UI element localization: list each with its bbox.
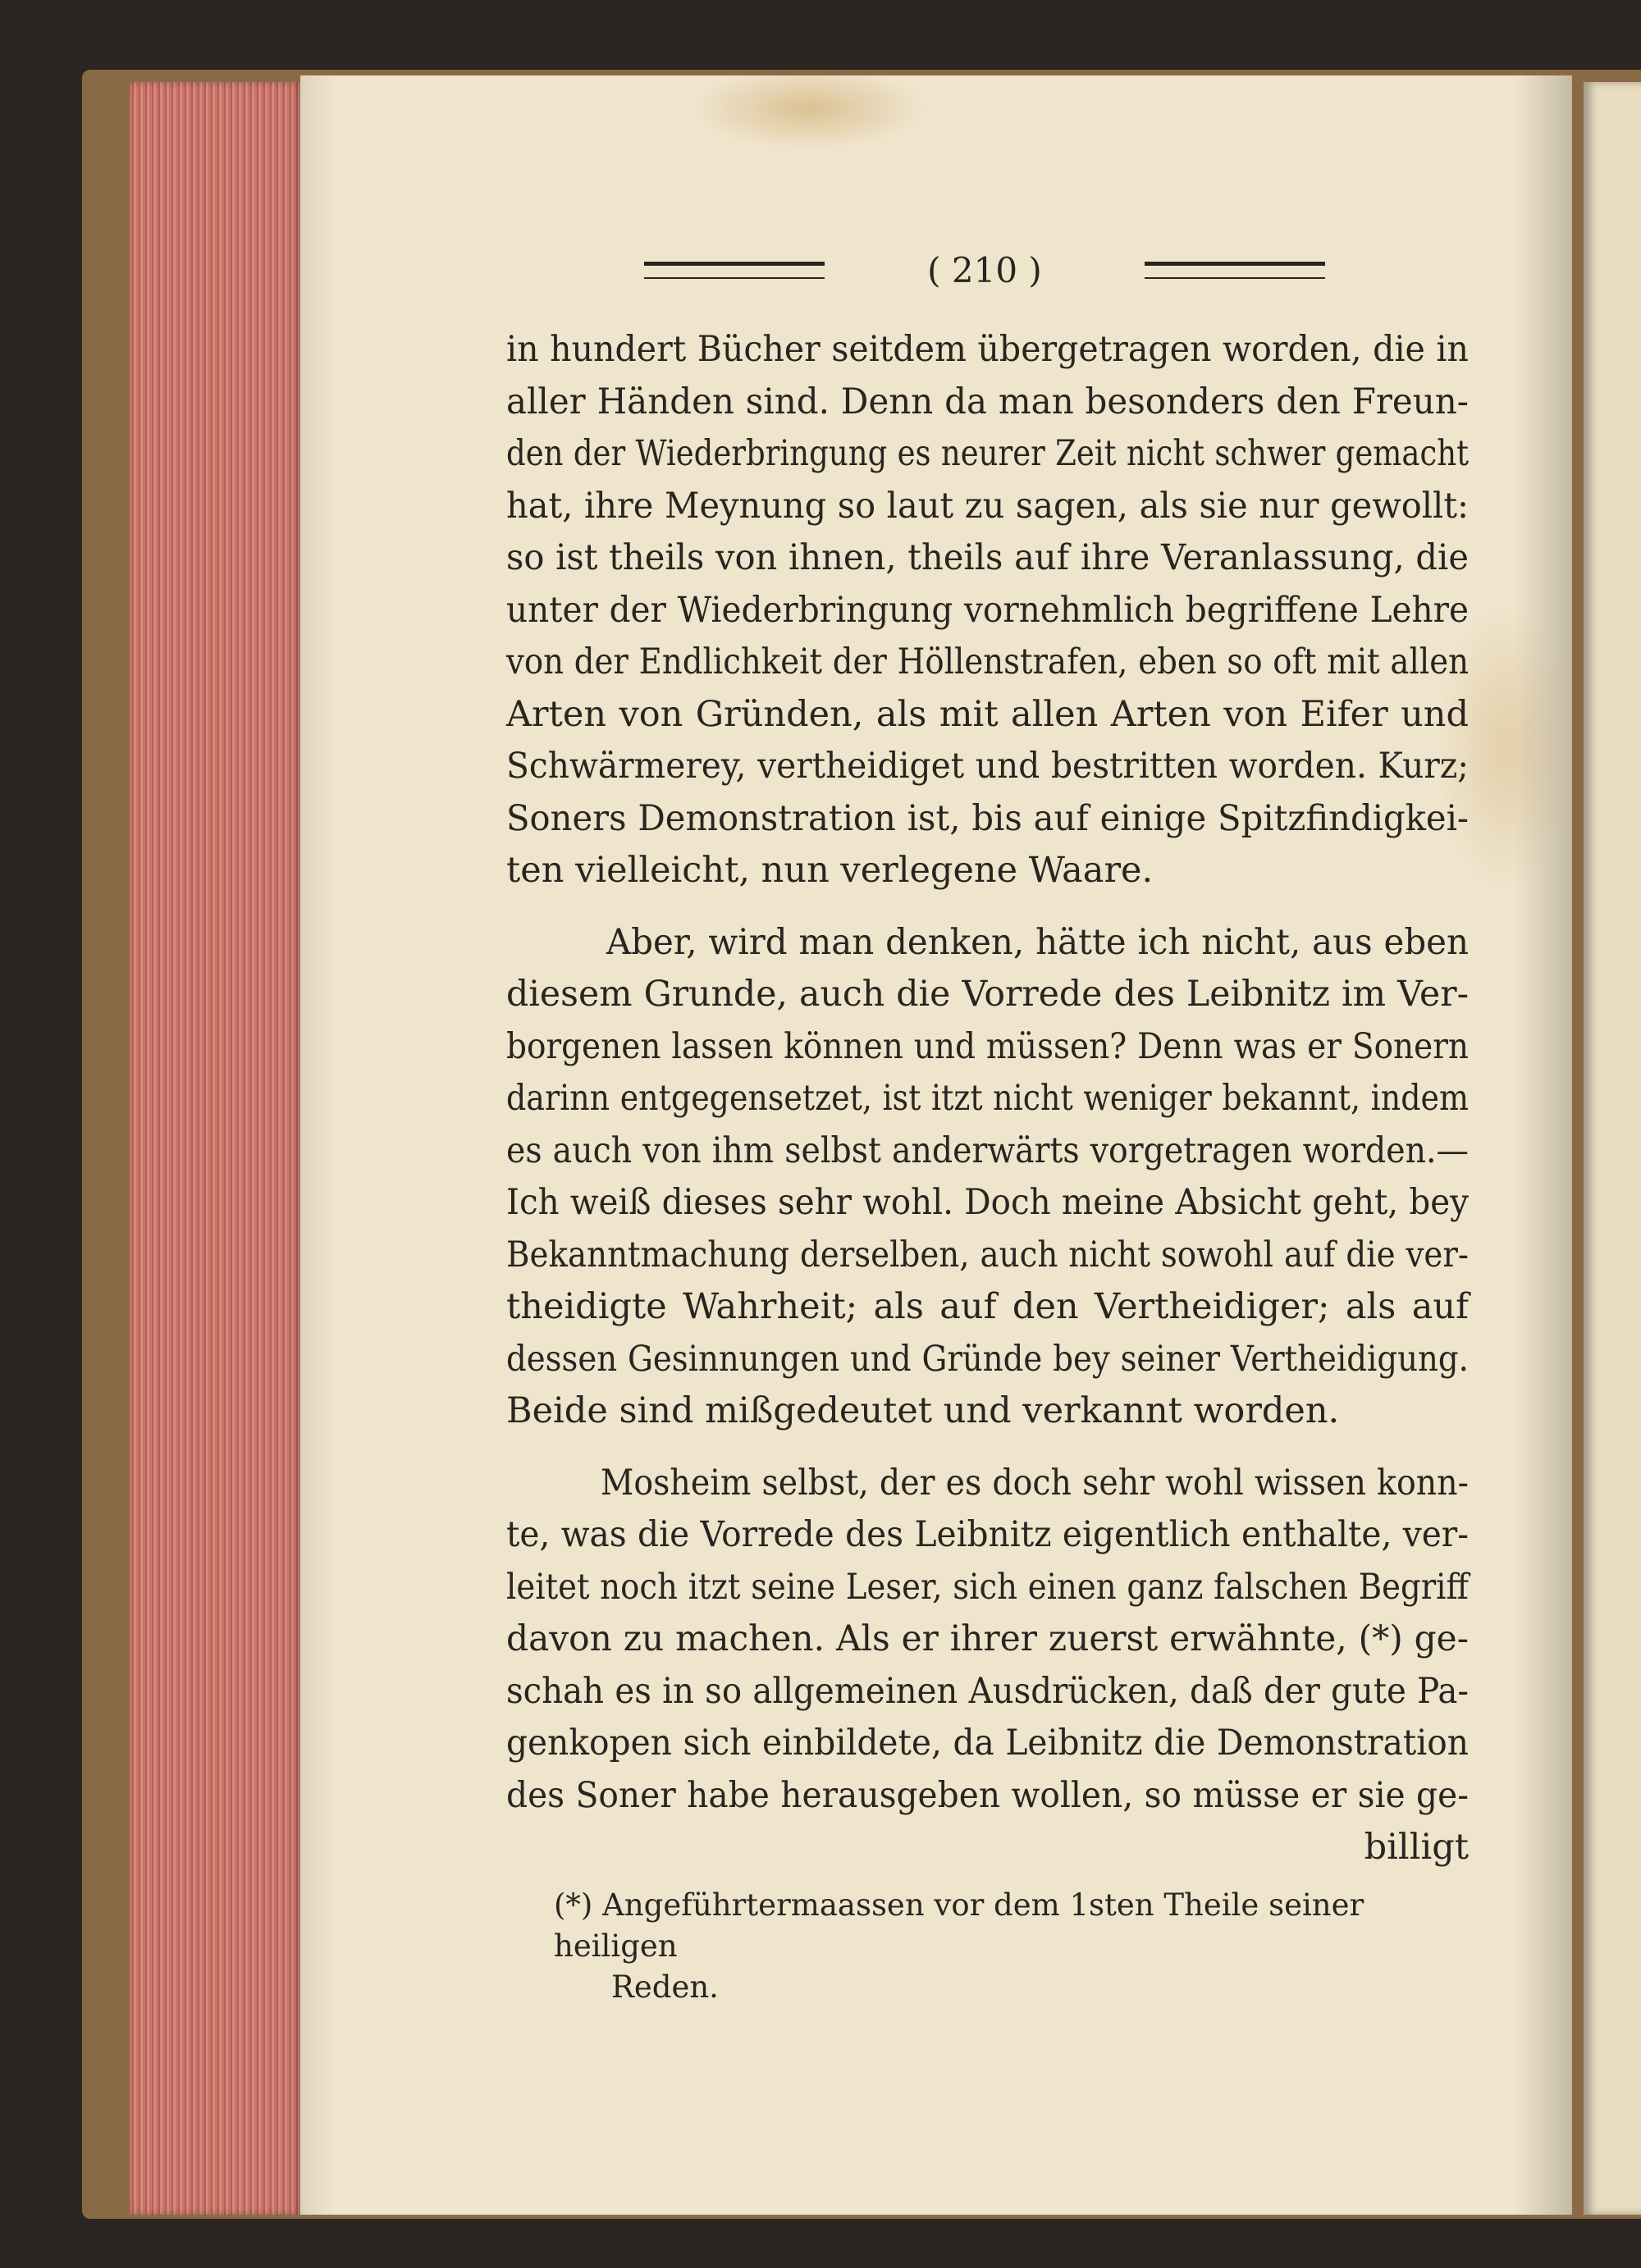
text-line: unter der Wiederbringung vornehmlich begriffene Lehre: [506, 589, 1469, 631]
text-line: Aber, wird man denken, hätte ich nicht, aus eben: [606, 921, 1469, 963]
footnote: [554, 1885, 1469, 2008]
text-line: so ist theils von ihnen, theils auf ihre Veranlassung, die: [506, 537, 1469, 578]
catchword: billigt: [1364, 1827, 1469, 1868]
text-line: darinn entgegensetzet, ist itzt nicht weniger bekannt, indem: [506, 1078, 1469, 1119]
page-number: ( 210 ): [927, 250, 1042, 290]
facing-page-edge: [1584, 82, 1641, 2215]
page-header: [644, 250, 1325, 291]
body-text: [506, 324, 1469, 1874]
text-line: in hundert Bücher seitdem übergetragen worden, die in: [506, 329, 1469, 370]
text-line: Arten von Gründen, als mit allen Arten von Eifer und: [506, 693, 1469, 735]
text-line: diesem Grunde, auch die Vorrede des Leibnitz im Ver-: [506, 974, 1469, 1015]
text-line: te, was die Vorrede des Leibnitz eigentlich enthalte, ver-: [506, 1514, 1469, 1555]
text-line: genkopen sich einbildete, da Leibnitz die Demonstration: [506, 1723, 1469, 1764]
header-rule-right: [1145, 262, 1325, 279]
page-edges: [130, 82, 302, 2215]
text-line: dessen Gesinnungen und Gründe bey seiner Vertheidigung.: [506, 1338, 1469, 1380]
text-line: des Soner habe herausgeben wollen, so müsse er sie ge-: [506, 1774, 1469, 1816]
paragraph: [506, 917, 1469, 1438]
footnote-line: Reden.: [611, 1969, 719, 2005]
text-line: den der Wiederbringung es neurer Zeit nicht schwer gemacht: [506, 433, 1469, 474]
text-line: Mosheim selbst, der es doch sehr wohl wissen konn-: [600, 1462, 1469, 1504]
text-line: hat, ihre Meynung so laut zu sagen, als sie nur gewollt:: [506, 485, 1469, 527]
text-line: ten vielleicht, nun verlegene Waare.: [506, 850, 1154, 891]
text-line: davon zu machen. Als er ihrer zuerst erwähnte, (*) ge-: [506, 1618, 1469, 1659]
text-line: Schwärmerey, vertheidiget und bestritten worden. Kurz;: [506, 746, 1469, 787]
text-line: leitet noch itzt seine Leser, sich einen ganz falschen Begriff: [506, 1566, 1469, 1608]
text-line: Soners Demonstration ist, bis auf einige Spitzfindigkei-: [506, 797, 1469, 839]
text-line: es auch von ihm selbst anderwärts vorgetragen worden.—: [506, 1129, 1469, 1171]
text-line: aller Händen sind. Denn da man besonders den Freun-: [506, 381, 1469, 422]
footnote-line: (*) Angeführtermaassen vor dem 1sten Theile seiner heiligen: [554, 1887, 1364, 1964]
paragraph: [506, 1458, 1469, 1823]
text-line: borgenen lassen können und müssen? Denn was er Sonern: [506, 1025, 1469, 1067]
text-line: Beide sind mißgedeutet und verkannt worden.: [506, 1390, 1340, 1431]
text-line: schah es in so allgemeinen Ausdrücken, daß der gute Pa-: [506, 1670, 1469, 1712]
text-line: von der Endlichkeit der Höllenstrafen, eben so oft mit allen: [506, 641, 1469, 682]
text-line: Ich weiß dieses sehr wohl. Doch meine Absicht geht, bey: [506, 1182, 1469, 1223]
text-line: Bekanntmachung derselben, auch nicht sowohl auf die ver-: [506, 1234, 1469, 1275]
paragraph: [506, 324, 1469, 897]
text-line: theidigte Wahrheit; als auf den Vertheidiger; als auf: [506, 1286, 1469, 1327]
